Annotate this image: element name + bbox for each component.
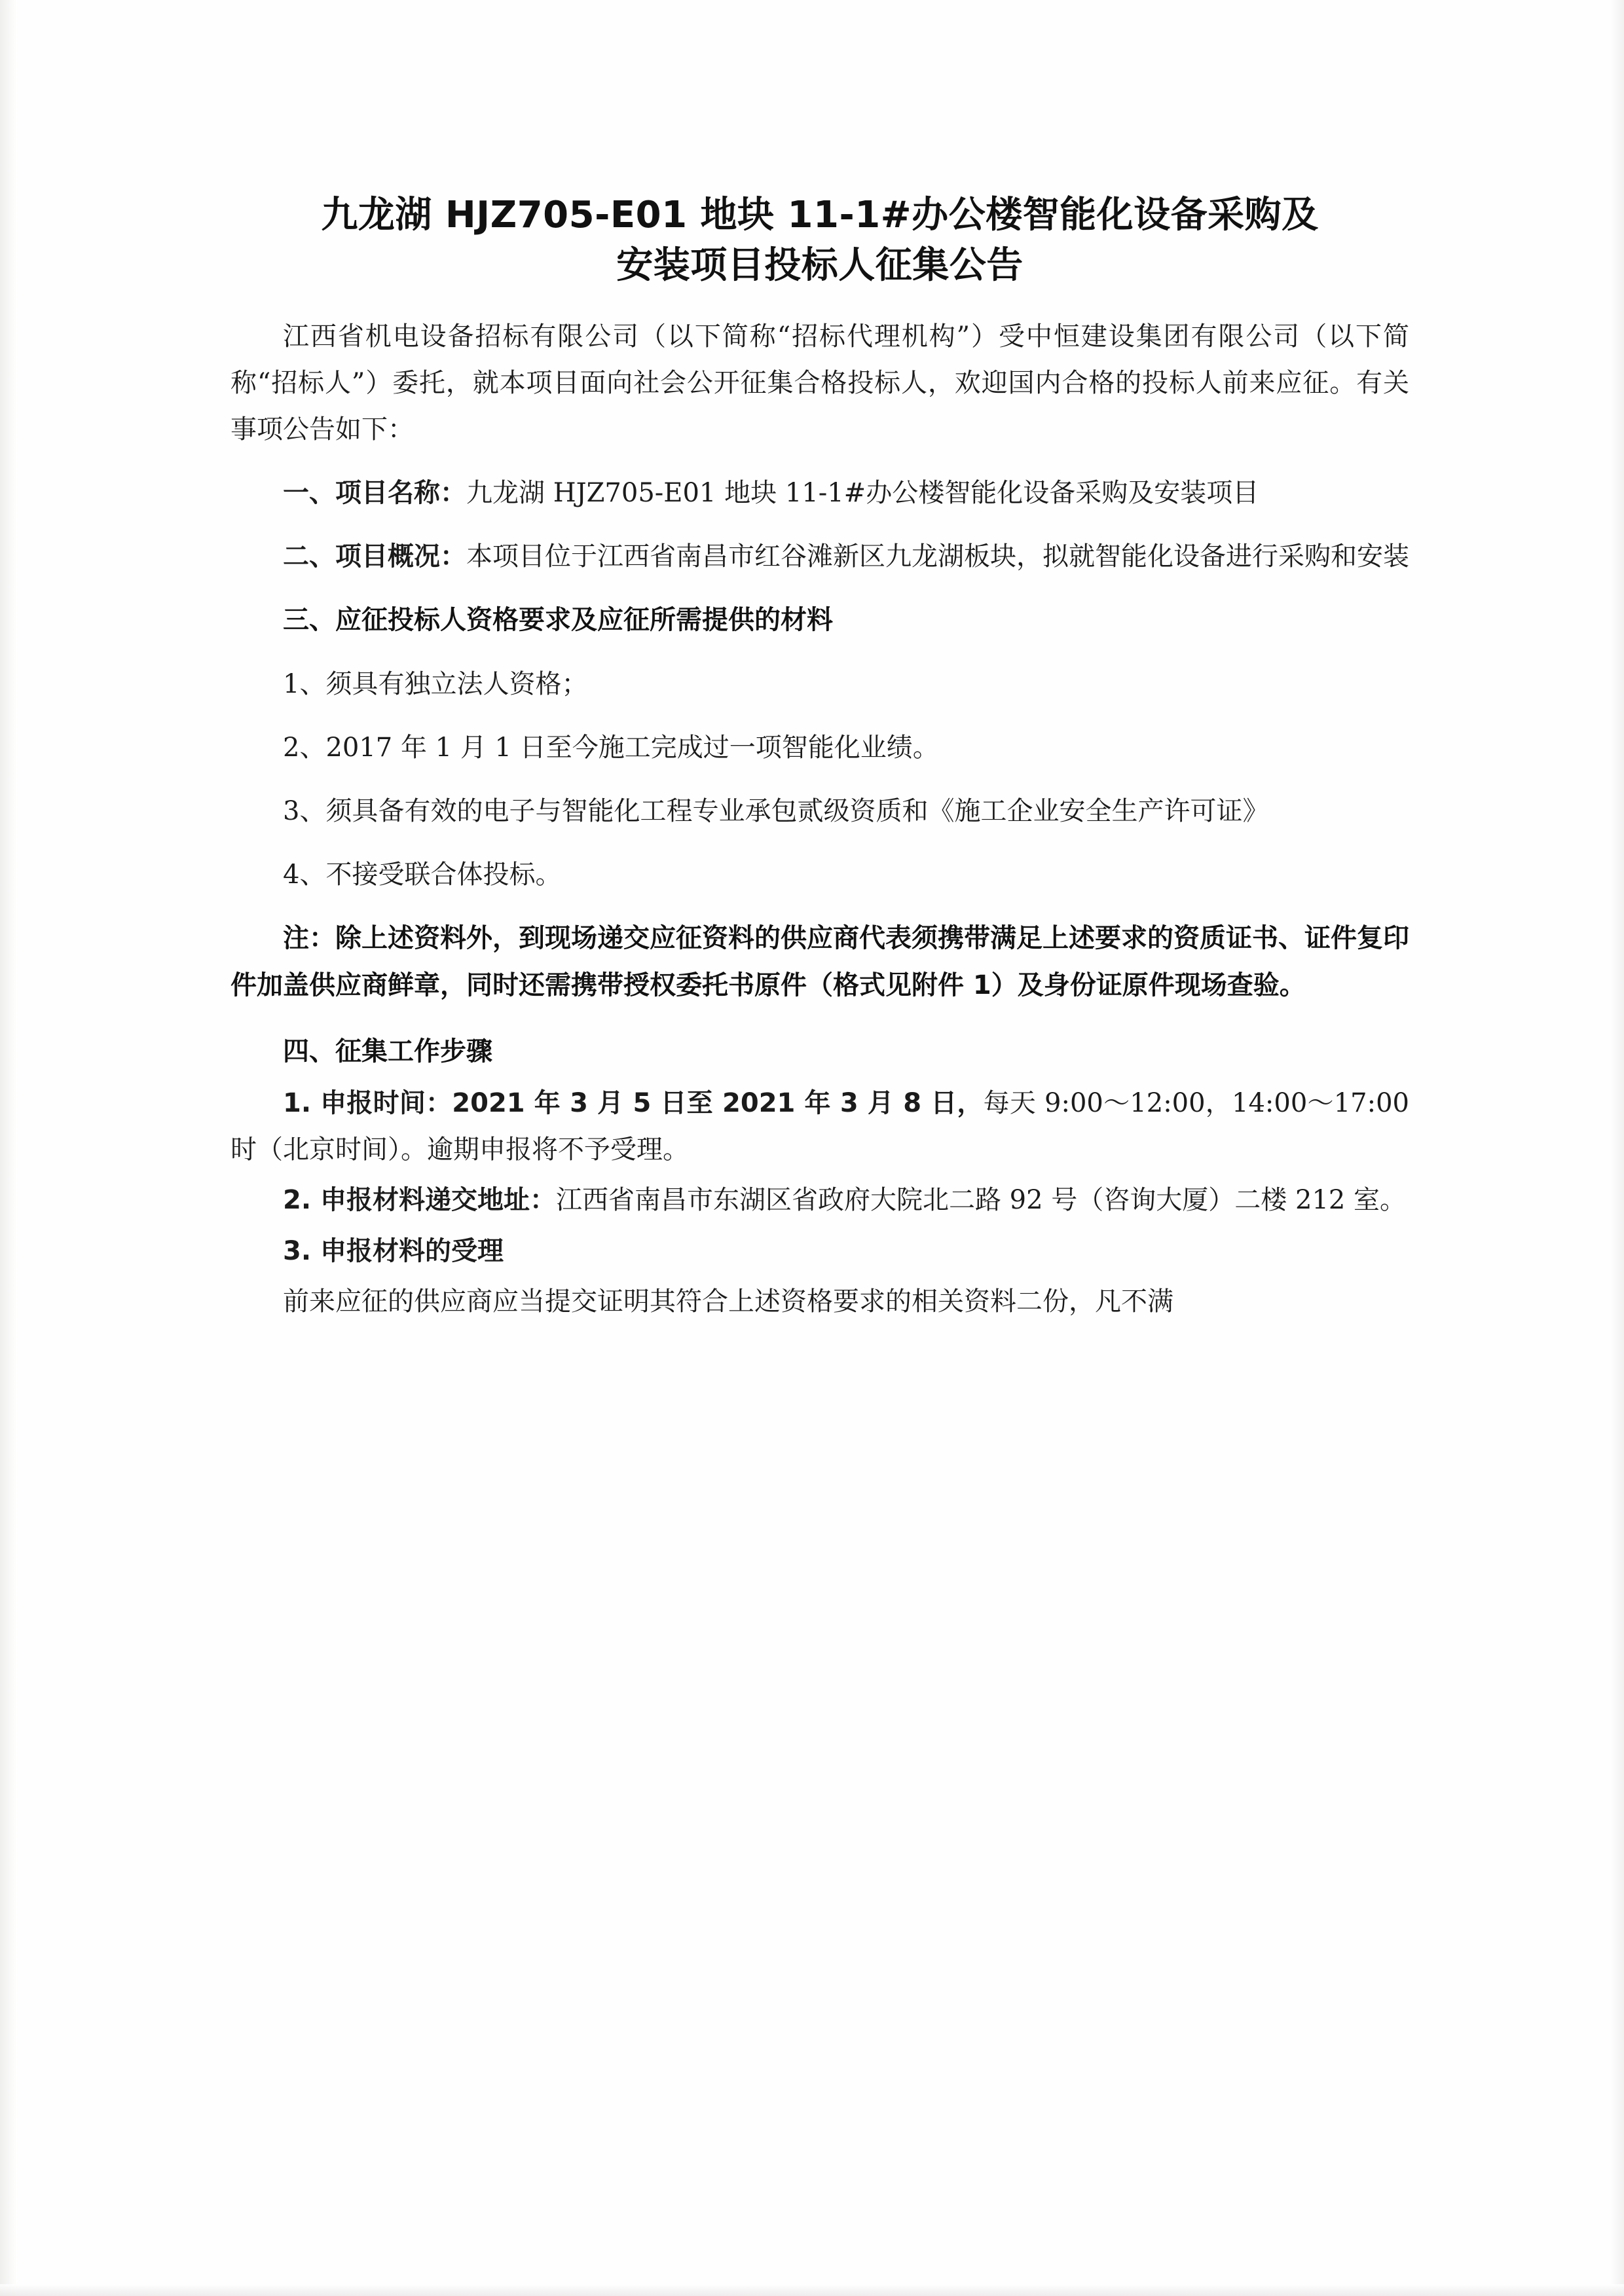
section-1-paragraph [231,470,1409,517]
page-title-line-1: 九龙湖 HJZ705-E01 地块 11-1#办公楼智能化设备采购及 [321,194,1319,236]
page-title-line-2: 安装项目投标人征集公告 [616,244,1024,287]
section-2-paragraph [231,534,1409,580]
section-4-item-1-rest: 每天 9:00～12:00，14:00～17:00 时（北京时间）。逾期申报将不予受理。 [231,1087,1410,1165]
section-4-item-2 [231,1177,1409,1224]
page-edge-shadow-bottom [0,2284,1624,2296]
section-3-item-3: 3、须具备有效的电子与智能化工程专业承包贰级资质和《施工企业安全生产许可证》 [283,796,1269,827]
section-4-heading: 四、征集工作步骤 [283,1036,492,1066]
section-1-body: 九龙湖 HJZ705-E01 地块 11-1#办公楼智能化设备采购及安装项目 [466,478,1259,509]
section-4-item-1-bold: 1. 申报时间：2021 年 3 月 5 日至 2021 年 3 月 8 日， [283,1087,984,1118]
page-edge-shadow-right [1610,0,1624,2296]
section-2-body: 本项目位于江西省南昌市红谷滩新区九龙湖板块，拟就智能化设备进行采购和安装 [466,541,1409,572]
section-3-item-4: 4、不接受联合体投标。 [283,860,562,890]
section-1-label: 一、项目名称： [283,478,466,509]
section-3-heading: 三、应征投标人资格要求及应征所需提供的材料 [283,605,833,636]
section-4-item-2-rest: 江西省南昌市东湖区省政府大院北二路 92 号（咨询大厦）二楼 212 室。 [555,1185,1407,1216]
section-4-item-3-bold: 3. 申报材料的受理 [283,1235,504,1266]
section-4-item-1 [231,1080,1409,1173]
section-4-item-3 [231,1228,1409,1275]
section-3-item-2: 2、2017 年 1 月 1 日至今施工完成过一项智能化业绩。 [283,732,939,763]
closing-paragraph: 前来应征的供应商应当提交证明其符合上述资格要求的相关资料二份，凡不满 [283,1286,1173,1317]
intro-paragraph: 江西省机电设备招标有限公司（以下简称“招标代理机构”）受中恒建设集团有限公司（以下简称“招标人”）委托，就本项目面向社会公开征集合格投标人，欢迎国内合格的投标人前来应征。有关事项公告如下： [231,321,1409,445]
section-3-item-1: 1、须具有独立法人资格； [283,668,588,699]
page-title [231,190,1409,291]
section-2-label: 二、项目概况： [283,541,466,572]
document-body [231,190,1409,1329]
section-4-item-2-bold: 2. 申报材料递交地址： [283,1185,556,1216]
note-paragraph: 注：除上述资料外，到现场递交应征资料的供应商代表须携带满足上述要求的资质证书、证件复印件加盖供应商鲜章，同时还需携带授权委托书原件（格式见附件 1）及身份证原件现场查验。 [231,923,1409,1000]
page-edge-shadow-left [0,0,17,2296]
